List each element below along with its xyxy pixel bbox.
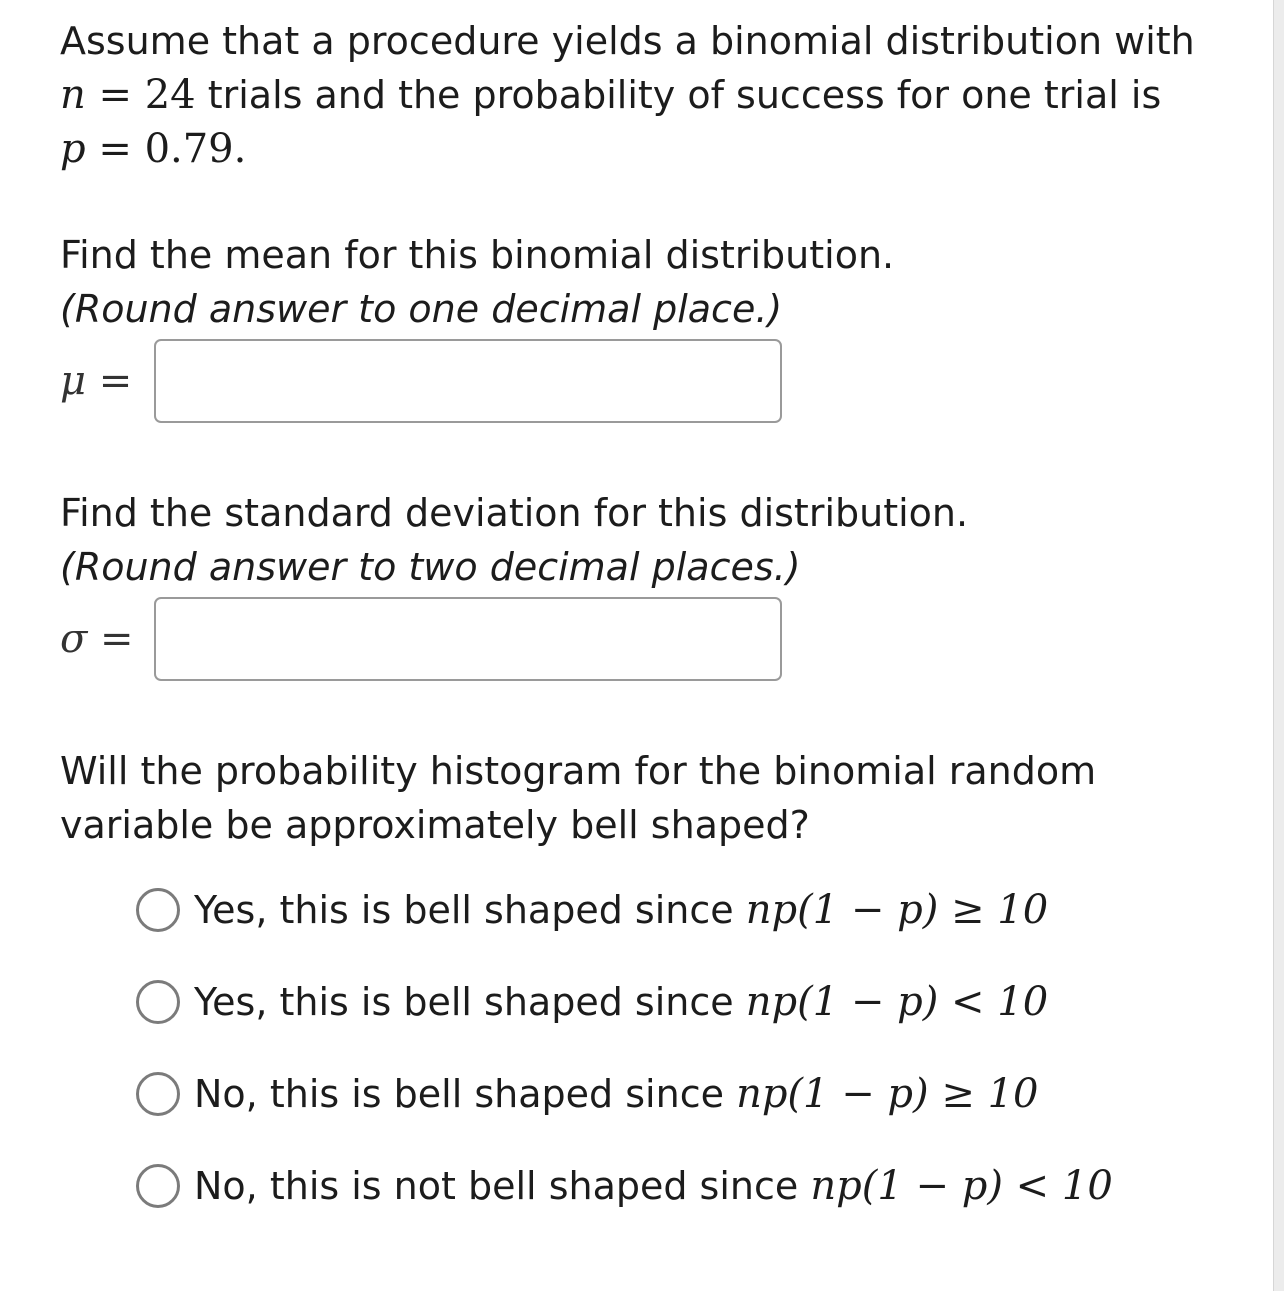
bell-section <box>60 744 1250 1232</box>
intro-paragraph <box>60 14 1250 176</box>
mean-answer-row <box>60 336 1250 426</box>
intro-text-mid: trials and the probability of success for one trial is <box>195 73 1162 117</box>
option-no-ge-10[interactable] <box>136 1048 1250 1140</box>
mean-label: μ = <box>60 358 133 404</box>
radio-button[interactable] <box>136 980 180 1024</box>
mean-section <box>60 228 1250 426</box>
option-formula: np(1 − p) ≥ 10 <box>745 887 1049 933</box>
sd-answer-row <box>60 594 1250 684</box>
option-text: Yes, this is bell shaped since <box>194 888 734 932</box>
option-yes-lt-10[interactable] <box>136 956 1250 1048</box>
option-text: No, this is not bell shaped since <box>194 1164 799 1208</box>
sd-input[interactable] <box>154 597 782 681</box>
radio-button[interactable] <box>136 1164 180 1208</box>
mean-prompt: Find the mean for this binomial distribution. <box>60 233 895 277</box>
intro-text-start: Assume that a procedure yields a binomial distribution with <box>60 19 1195 63</box>
bell-prompt: Will the probability histogram for the binomial random variable be approximately bell shaped? <box>60 749 1097 847</box>
sd-prompt: Find the standard deviation for this distribution. <box>60 491 969 535</box>
mean-hint: (Round answer to one decimal place.) <box>60 287 783 331</box>
option-formula: np(1 − p) ≥ 10 <box>736 1071 1039 1117</box>
option-no-lt-10[interactable] <box>136 1140 1250 1232</box>
sd-label: σ = <box>60 616 134 662</box>
option-yes-ge-10[interactable] <box>136 864 1250 956</box>
radio-button[interactable] <box>136 888 180 932</box>
scrollbar-track[interactable] <box>1273 0 1284 1291</box>
option-formula: np(1 − p) < 10 <box>810 1163 1113 1209</box>
radio-button[interactable] <box>136 1072 180 1116</box>
option-text: Yes, this is bell shaped since <box>194 980 734 1024</box>
n-variable: n = 24 <box>60 72 196 118</box>
option-formula: np(1 − p) < 10 <box>745 979 1049 1025</box>
option-text: No, this is bell shaped since <box>194 1072 724 1116</box>
sd-section <box>60 486 1250 684</box>
mean-input[interactable] <box>154 339 782 423</box>
question-content <box>60 14 1250 1232</box>
p-variable: p = 0.79. <box>60 126 247 172</box>
bell-options <box>136 864 1250 1232</box>
sd-hint: (Round answer to two decimal places.) <box>60 545 801 589</box>
